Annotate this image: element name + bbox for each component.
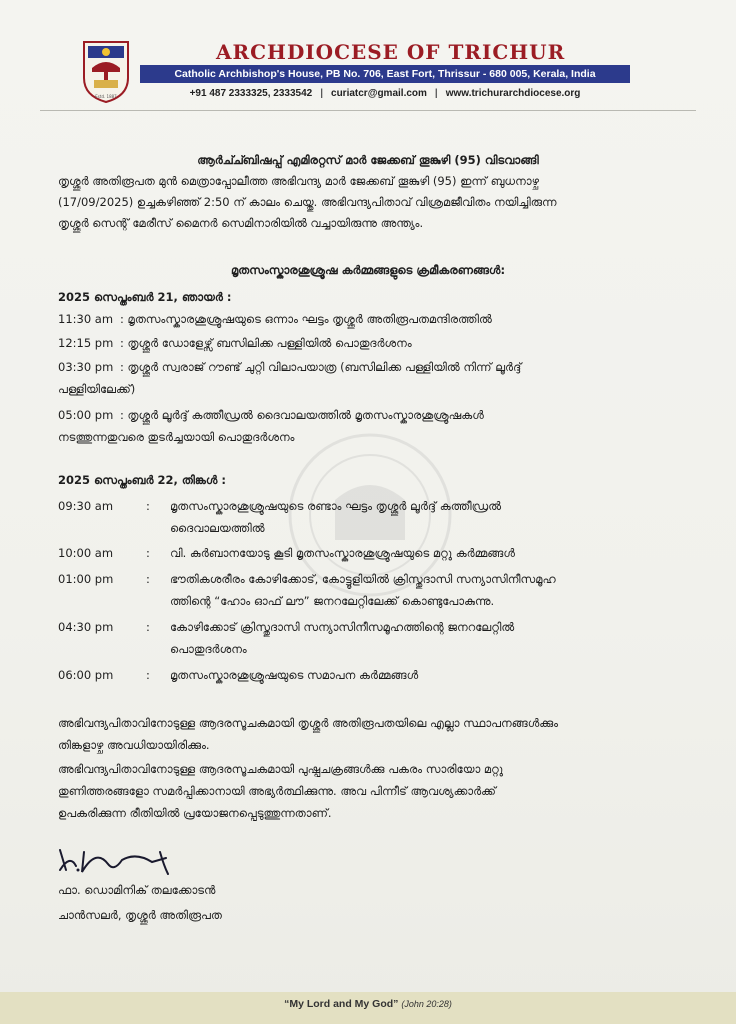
colon-separator: : bbox=[146, 572, 150, 586]
schedule-desc: മൃതസംസ്കാരശുശ്രൂഷയുടെ സമാപന കർമ്മങ്ങൾ bbox=[170, 668, 419, 682]
schedule-desc: ഭൗതികശരീരം കോഴിക്കോട്, കോട്ടൂളിയിൽ ക്രിസ്തുദാസി സന്യാസിനീസമൂഹ bbox=[170, 572, 556, 586]
announcement-heading: ആർച്ച്ബിഷപ്പ് എമിരറ്റസ് മാർ ജേക്കബ് തൂങ്കുഴി (95) വിടവാങ്ങി bbox=[197, 153, 539, 167]
schedule-time: 01:00 pm bbox=[58, 572, 114, 586]
header-divider bbox=[40, 110, 696, 111]
schedule-heading: മൃതസംസ്കാരശുശ്രൂഷ കർമ്മങ്ങളുടെ ക്രമീകരണങ്ങൾ: bbox=[230, 263, 506, 277]
colon-separator: : bbox=[146, 620, 150, 634]
schedule-time: 11:30 am bbox=[58, 312, 114, 326]
note-line: അഭിവന്ദ്യപിതാവിനോടുള്ള ആദരസൂചകമായി പുഷ്പചക്രങ്ങൾക്കു പകരം സാരിയോ മറ്റു bbox=[58, 762, 504, 776]
note-line: തിങ്കളാഴ്ച അവധിയായിരിക്കും. bbox=[58, 738, 210, 752]
separator: | bbox=[434, 88, 438, 99]
note-line: അഭിവന്ദ്യപിതാവിനോടുള്ള ആദരസൂചകമായി തൃശ്ശൂർ അതിരൂപതയിലെ എല്ലാ സ്ഥാപനങ്ങൾക്കും bbox=[58, 716, 559, 730]
schedule-desc-cont: ത്തിന്റെ “ഹോം ഓഫ് ലൗ” ജനറലേറ്റിലേക്ക് കൊണ്ടുപോകുന്നു. bbox=[170, 594, 495, 608]
announcement-line: തൃശ്ശൂർ സെന്റ് മേരീസ് മൈനർ സെമിനാരിയിൽ വച്ചായിരുന്നു അന്ത്യം. bbox=[58, 216, 424, 230]
svg-text:Estd. 1887: Estd. 1887 bbox=[95, 94, 117, 99]
schedule-time: 06:00 pm bbox=[58, 668, 114, 682]
contact-line bbox=[150, 88, 620, 99]
colon-separator: : bbox=[146, 499, 150, 513]
schedule-desc-cont: ദൈവാലയത്തിൽ bbox=[170, 521, 265, 535]
day1-label: 2025 സെപ്തംബർ 21, ഞായർ : bbox=[58, 290, 232, 304]
announcement-line: തൃശ്ശൂർ അതിരൂപത മുൻ മെത്രാപ്പോലീത്ത അഭിവന്ദ്യ മാർ ജേക്കബ് തൂങ്കുഴി (95) ഇന്ന് ബുധനാഴ്ച bbox=[58, 174, 539, 188]
schedule-desc: കോഴിക്കോട് ക്രിസ്തുദാസി സന്യാസിനീസമൂഹത്തിന്റെ ജനറലേറ്റിൽ bbox=[170, 620, 515, 634]
footer-motto: “My Lord and My God” bbox=[284, 998, 399, 1010]
signatory-name: ഫാ. ഡൊമിനിക് തലക്കോടൻ bbox=[58, 883, 216, 897]
schedule-desc-cont: പള്ളിയിലേക്ക്) bbox=[58, 382, 136, 396]
schedule-time: 04:30 pm bbox=[58, 620, 114, 634]
signature bbox=[56, 840, 216, 880]
schedule-time: 10:00 am bbox=[58, 546, 114, 560]
day2-label: 2025 സെപ്തംബർ 22, തിങ്കൾ : bbox=[58, 473, 227, 487]
archdiocese-logo bbox=[78, 38, 134, 104]
schedule-desc: : തൃശ്ശൂർ ഡോളേഴ്സ് ബസിലിക്ക പള്ളിയിൽ പൊതുദർശനം bbox=[120, 336, 412, 350]
note-line: തുണിത്തരങ്ങളോ സമർപ്പിക്കാനായി അഭ്യർത്ഥിക്കുന്നു. അവ പിന്നീട് ആവശ്യക്കാർക്ക് bbox=[58, 784, 496, 798]
phone-numbers: +91 487 2333325, 2333542 bbox=[189, 88, 313, 99]
website-link[interactable]: www.trichurarchdiocese.org bbox=[445, 88, 581, 99]
schedule-desc: : മൃതസംസ്കാരശുശ്രൂഷയുടെ ഒന്നാം ഘട്ടം തൃശ്ശൂർ അതിരൂപതമന്ദിരത്തിൽ bbox=[120, 312, 492, 326]
schedule-time: 12:15 pm bbox=[58, 336, 114, 350]
signatory-title: ചാൻസലർ, തൃശ്ശൂർ അതിരൂപത bbox=[58, 908, 222, 922]
address-bar: Catholic Archbishop's House, PB No. 706, East Fort, Thrissur - 680 005, Kerala, India bbox=[140, 65, 630, 83]
schedule-row bbox=[58, 357, 678, 401]
email-address[interactable]: curiatcr@gmail.com bbox=[331, 88, 427, 99]
announcement-line: (17/09/2025) ഉച്ചകഴിഞ്ഞ് 2:50 ന് കാലം ചെയ്തു. അഭിവന്ദ്യപിതാവ് വിശ്രമജീവിതം നയിച്ചിരുന്ന bbox=[58, 195, 557, 209]
footer-reference: (John 20:28) bbox=[401, 999, 452, 1009]
schedule-row bbox=[58, 405, 678, 449]
archdiocese-title: ARCHDIOCESE OF TRICHUR bbox=[216, 40, 566, 64]
schedule-desc: മൃതസംസ്കാരശുശ്രൂഷയുടെ രണ്ടാം ഘട്ടം തൃശ്ശൂർ ലൂർദ്ദ് കത്തീഡ്രൽ bbox=[170, 499, 502, 513]
schedule-time: 05:00 pm bbox=[58, 408, 114, 422]
separator: | bbox=[320, 88, 324, 99]
schedule-desc: വി. കുർബാനയോടു കൂടി മൃതസംസ്കാരശുശ്രൂഷയുടെ മറ്റു കർമ്മങ്ങൾ bbox=[170, 546, 515, 560]
colon-separator: : bbox=[146, 546, 150, 560]
schedule-row bbox=[58, 569, 678, 613]
footer bbox=[0, 998, 736, 1010]
schedule-time: 09:30 am bbox=[58, 499, 114, 513]
schedule-desc-cont: നടത്തുന്നതുവരെ തുടർച്ചയായി പൊതുദർശനം bbox=[58, 430, 295, 444]
schedule-time: 03:30 pm bbox=[58, 360, 114, 374]
schedule-desc: : തൃശ്ശൂർ സ്വരാജ് റൗണ്ട് ചുറ്റി വിലാപയാത്ര (ബസിലിക്ക പള്ളിയിൽ നിന്ന് ലൂർദ്ദ് bbox=[120, 360, 522, 374]
colon-separator: : bbox=[146, 668, 150, 682]
note-line: ഉപകരിക്കുന്ന രീതിയിൽ പ്രയോജനപ്പെടുത്തുന്നതാണ്. bbox=[58, 806, 332, 820]
schedule-row bbox=[58, 496, 678, 540]
schedule-desc-cont: പൊതുദർശനം bbox=[170, 642, 247, 656]
schedule-row bbox=[58, 617, 678, 661]
schedule-desc: : തൃശ്ശൂർ ലൂർദ്ദ് കത്തീഡ്രൽ ദൈവാലയത്തിൽ മൃതസംസ്കാരശുശ്രൂഷകൾ bbox=[120, 408, 484, 422]
